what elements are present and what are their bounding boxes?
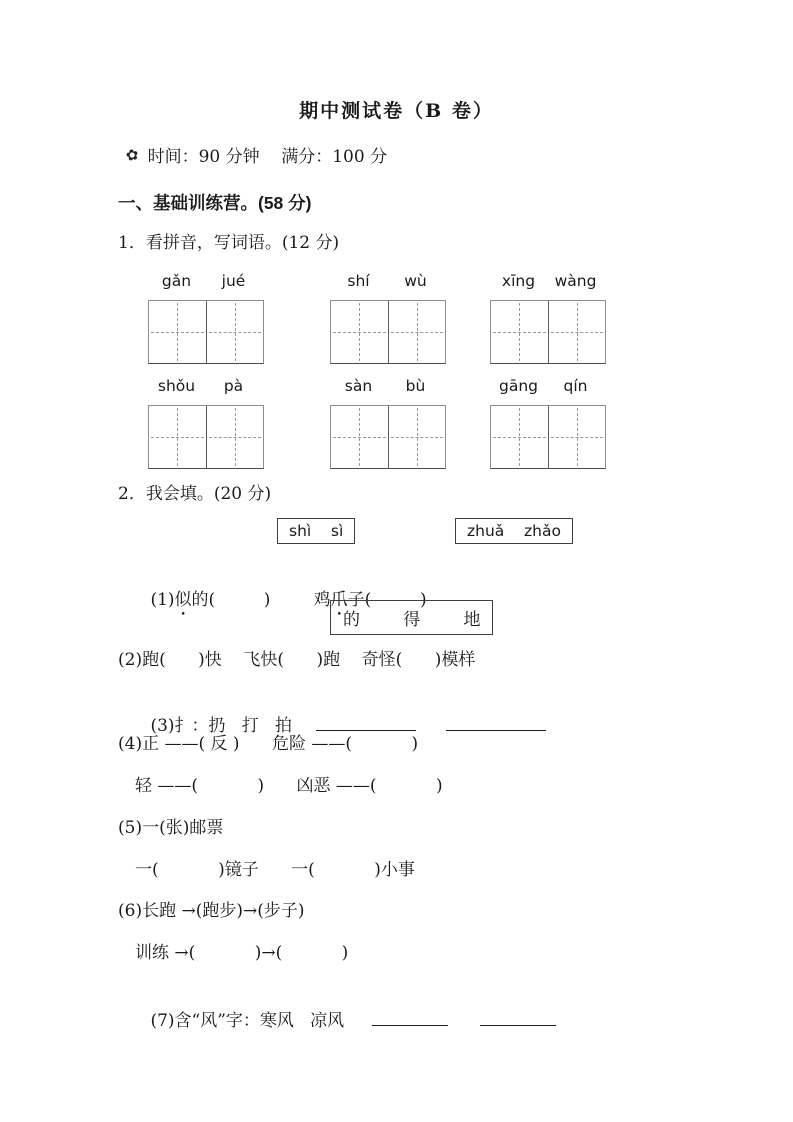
particle-choice-box-de: 的 得 地 [330, 600, 493, 635]
tianzige-grid [330, 300, 446, 364]
pinyin-syllable: shǒu [157, 377, 196, 395]
tianzige-grid [148, 300, 264, 364]
pinyin-syllable: shí [347, 272, 370, 290]
q2-line-3-text: (3)扌：扔 打 拍 [150, 716, 292, 736]
pinyin-row-1 [118, 272, 738, 294]
pinyin-choice-box-zhua-zhao: zhuǎ zhǎo [455, 518, 573, 544]
pinyin-pair [148, 272, 262, 290]
writing-grid-row-1 [118, 300, 738, 362]
blank-line [316, 728, 416, 731]
dotted-char-zhua: 爪 [330, 590, 348, 610]
q2-line-8: (6)长跑 →(跑步)→(步子) [118, 901, 305, 921]
writing-grid-row-2 [118, 405, 738, 467]
q2-line-1-end: 子( ) [347, 590, 427, 610]
q2-line-10 [118, 985, 556, 1057]
section-heading: 一、基础训练营。(58 分) [118, 193, 312, 213]
q2-line-1-mid: 的( ) 鸡 [191, 590, 331, 610]
content-column [118, 0, 738, 1122]
q2-line-6: (5)一(张)邮票 [118, 818, 224, 838]
blank-line [480, 1023, 556, 1026]
pinyin-syllable: wù [404, 272, 427, 290]
pinyin-syllable: sàn [344, 377, 373, 395]
pinyin-syllable: pà [223, 377, 244, 395]
tianzige-grid [148, 405, 264, 469]
pinyin-syllable: wàng [554, 272, 597, 290]
tianzige-cell [149, 406, 206, 468]
flower-icon: ✿ [124, 144, 141, 165]
pinyin-choice-box-shi-si: shì sì [277, 518, 355, 544]
pinyin-pair [330, 272, 444, 290]
pinyin-syllable: jué [221, 272, 246, 290]
pinyin-syllable: qín [563, 377, 588, 395]
dotted-char-si: 似 [174, 590, 192, 610]
pinyin-pair [490, 272, 604, 290]
q2-line-4: (4)正 ——( 反 ) 危险 ——( ) [118, 734, 419, 754]
tianzige-cell [206, 301, 264, 363]
blank-line [446, 728, 546, 731]
tianzige-cell [331, 406, 388, 468]
tianzige-cell [548, 406, 606, 468]
q2-label: 2．我会填。(20 分) [118, 484, 272, 504]
pinyin-pair [490, 377, 604, 395]
blank-line [372, 1023, 448, 1026]
q2-line-10-text: (7)含“风”字：寒风 凉风 [150, 1011, 345, 1031]
tianzige-grid [490, 300, 606, 364]
pinyin-pair [148, 377, 262, 395]
pinyin-syllable: xīng [501, 272, 536, 290]
pinyin-pair [330, 377, 444, 395]
meta-text: 时间：90 分钟 满分：100 分 [147, 147, 388, 167]
pinyin-syllable: gǎn [161, 272, 192, 290]
tianzige-cell [491, 301, 548, 363]
pinyin-syllable: gāng [499, 377, 538, 395]
q2-line-1-num: (1) [150, 590, 175, 610]
q2-line-7: 一( )镜子 一( )小事 [135, 860, 415, 880]
tianzige-cell [331, 301, 388, 363]
tianzige-cell [149, 301, 206, 363]
pinyin-row-2 [118, 377, 738, 399]
tianzige-cell [388, 301, 446, 363]
pinyin-syllable: bù [405, 377, 426, 395]
q2-line-9: 训练 →( )→( ) [135, 943, 349, 963]
tianzige-grid [330, 405, 446, 469]
tianzige-cell [388, 406, 446, 468]
tianzige-cell [491, 406, 548, 468]
tianzige-cell [548, 301, 606, 363]
page-title: 期中测试卷（B 卷） [299, 100, 494, 122]
q2-line-5: 轻 ——( ) 凶恶 ——( ) [135, 776, 443, 796]
tianzige-grid [490, 405, 606, 469]
tianzige-cell [206, 406, 264, 468]
q1-label: 1．看拼音，写词语。(12 分) [118, 233, 340, 253]
q2-line-2: (2)跑( )快 飞快( )跑 奇怪( )模样 [118, 650, 476, 670]
